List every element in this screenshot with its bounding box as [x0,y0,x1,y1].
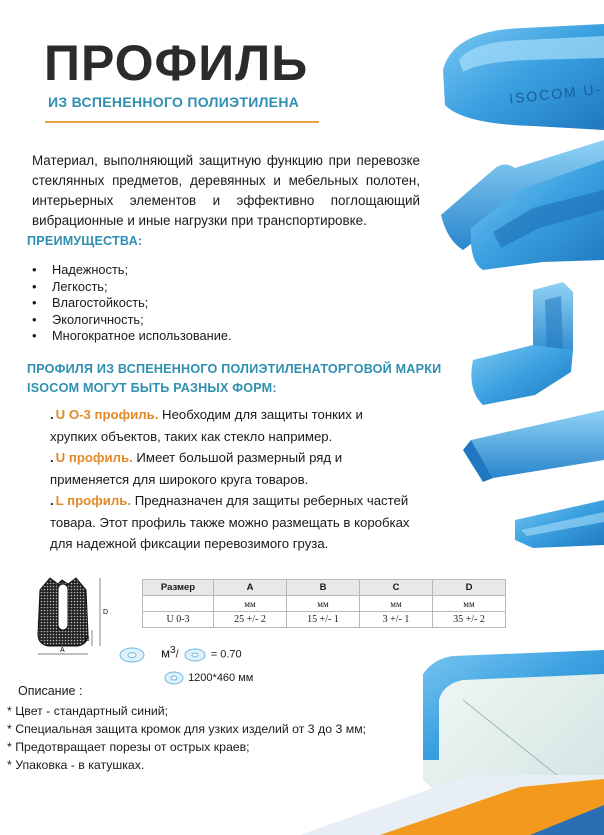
table-cell: 15 +/- 1 [287,612,360,628]
profile-type-name: U профиль. [55,450,133,465]
flat-profile-image [515,500,604,548]
profile-type-name: U O-3 профиль. [55,407,159,422]
l-corner-profile-image [471,282,573,405]
dim-label-a: A [60,647,65,654]
item-text: Предотвращает порезы от острых краев; [15,740,250,754]
bullet-icon: . [50,493,54,508]
bullet-icon: . [50,407,54,422]
dim-label-d: D [103,609,109,616]
page-title: ПРОФИЛЬ [44,35,309,91]
column-header: C [360,580,433,596]
column-header: A [214,580,287,596]
list-item: • Влагостойкость; [30,295,232,312]
description-heading: Описание : [18,684,83,698]
item-text: в катушках. [78,758,145,772]
bottom-decoration [0,765,604,835]
table-cell: мм [433,596,506,612]
profile-type-text: Необходим для защиты тонких и хрупких объектов, таких как стекло например. [50,407,363,444]
list-item [7,702,366,720]
profile-cross-section-diagram [28,570,118,662]
u-profile-image [441,140,604,270]
profile-type-item [50,404,410,447]
table-cell [143,596,214,612]
table-cell: 35 +/- 2 [433,612,506,628]
item-label: Упаковка - [15,758,79,772]
table-cell: 25 +/- 2 [214,612,287,628]
l-profile-image [463,410,604,482]
intro-paragraph: Материал, выполняющий защитную функцию при перевозке стеклянных предметов, деревянных и мебельных полотен, интерьерных элементов и эффективно поглощающий вибрационные и иные нагрузки при транспортировке. [32,153,420,228]
volume-exponent: 3 [170,645,176,656]
table-cell: мм [214,596,287,612]
item-text: Специальная защита кромок для узких изделий от 3 до 3 мм; [15,722,367,736]
item-label: Цвет - [15,704,54,718]
volume-separator: / [175,648,179,661]
list-item [7,756,366,774]
profile-type-item [50,490,410,555]
asterisk-mark: * [7,722,16,736]
list-item: • Легкость; [30,279,232,296]
table-cell: 3 +/- 1 [360,612,433,628]
table-cell: мм [287,596,360,612]
roll-small-icon [163,670,185,686]
forms-heading [27,360,447,398]
profile-type-text: Имеет большой размерный ряд и применяется для широкого круга товаров. [50,450,343,487]
page-subtitle: ИЗ ВСПЕНЕННОГО ПОЛИЭТИЛЕНА [48,94,300,110]
u-o3-profile-image [443,24,604,130]
asterisk-mark: * [7,740,16,754]
column-header: D [433,580,506,596]
product-illustrations [423,0,604,835]
table-cell: U 0-3 [143,612,214,628]
bullet-icon: . [50,450,54,465]
item-text: стандартный синий; [53,704,169,718]
column-header: B [287,580,360,596]
profile-type-name: L профиль. [55,493,132,508]
advantages-list [30,262,232,345]
list-item: • Экологичность; [30,312,232,329]
table-row [143,612,506,628]
dim-label-b: B [85,636,90,643]
list-item: • Многократное использование. [30,328,232,345]
list-item [7,738,366,756]
advantages-heading: ПРЕИМУЩЕСТВА: [27,234,143,248]
column-header: Размер [143,580,214,596]
description-list [7,702,366,774]
list-item [7,720,366,738]
profile-type-item [50,447,410,490]
roll-icon [118,646,158,664]
isocom-label: ISOCOM U- [508,80,603,107]
volume-info [118,645,242,664]
forms-heading-line: ISOCOM МОГУТ БЫТЬ РАЗНЫХ ФОРМ: [27,381,277,395]
roll-small-icon [182,647,208,663]
profile-type-text: Предназначен для защиты реберных частей товара. Этот профиль также можно размещать в коробках для надежной фиксации перевозимого груза. [50,493,410,551]
list-item: • Надежность; [30,262,232,279]
table-header-row [143,580,506,596]
forms-heading-line: ПРОФИЛЯ ИЗ ВСПЕНЕННОГО ПОЛИЭТИЛЕНАТОРГОВОЙ МАРКИ [27,362,442,376]
asterisk-mark: * [7,758,16,772]
table-cell: мм [360,596,433,612]
table-units-row [143,596,506,612]
asterisk-mark: * [7,704,16,718]
dimensions-text: 1200*460 мм [188,671,254,684]
profile-types [50,404,410,555]
title-divider [45,121,319,123]
volume-value: = 0.70 [210,648,242,661]
roll-dimensions [163,670,253,686]
volume-unit: м [161,645,170,661]
spec-table [142,579,506,628]
